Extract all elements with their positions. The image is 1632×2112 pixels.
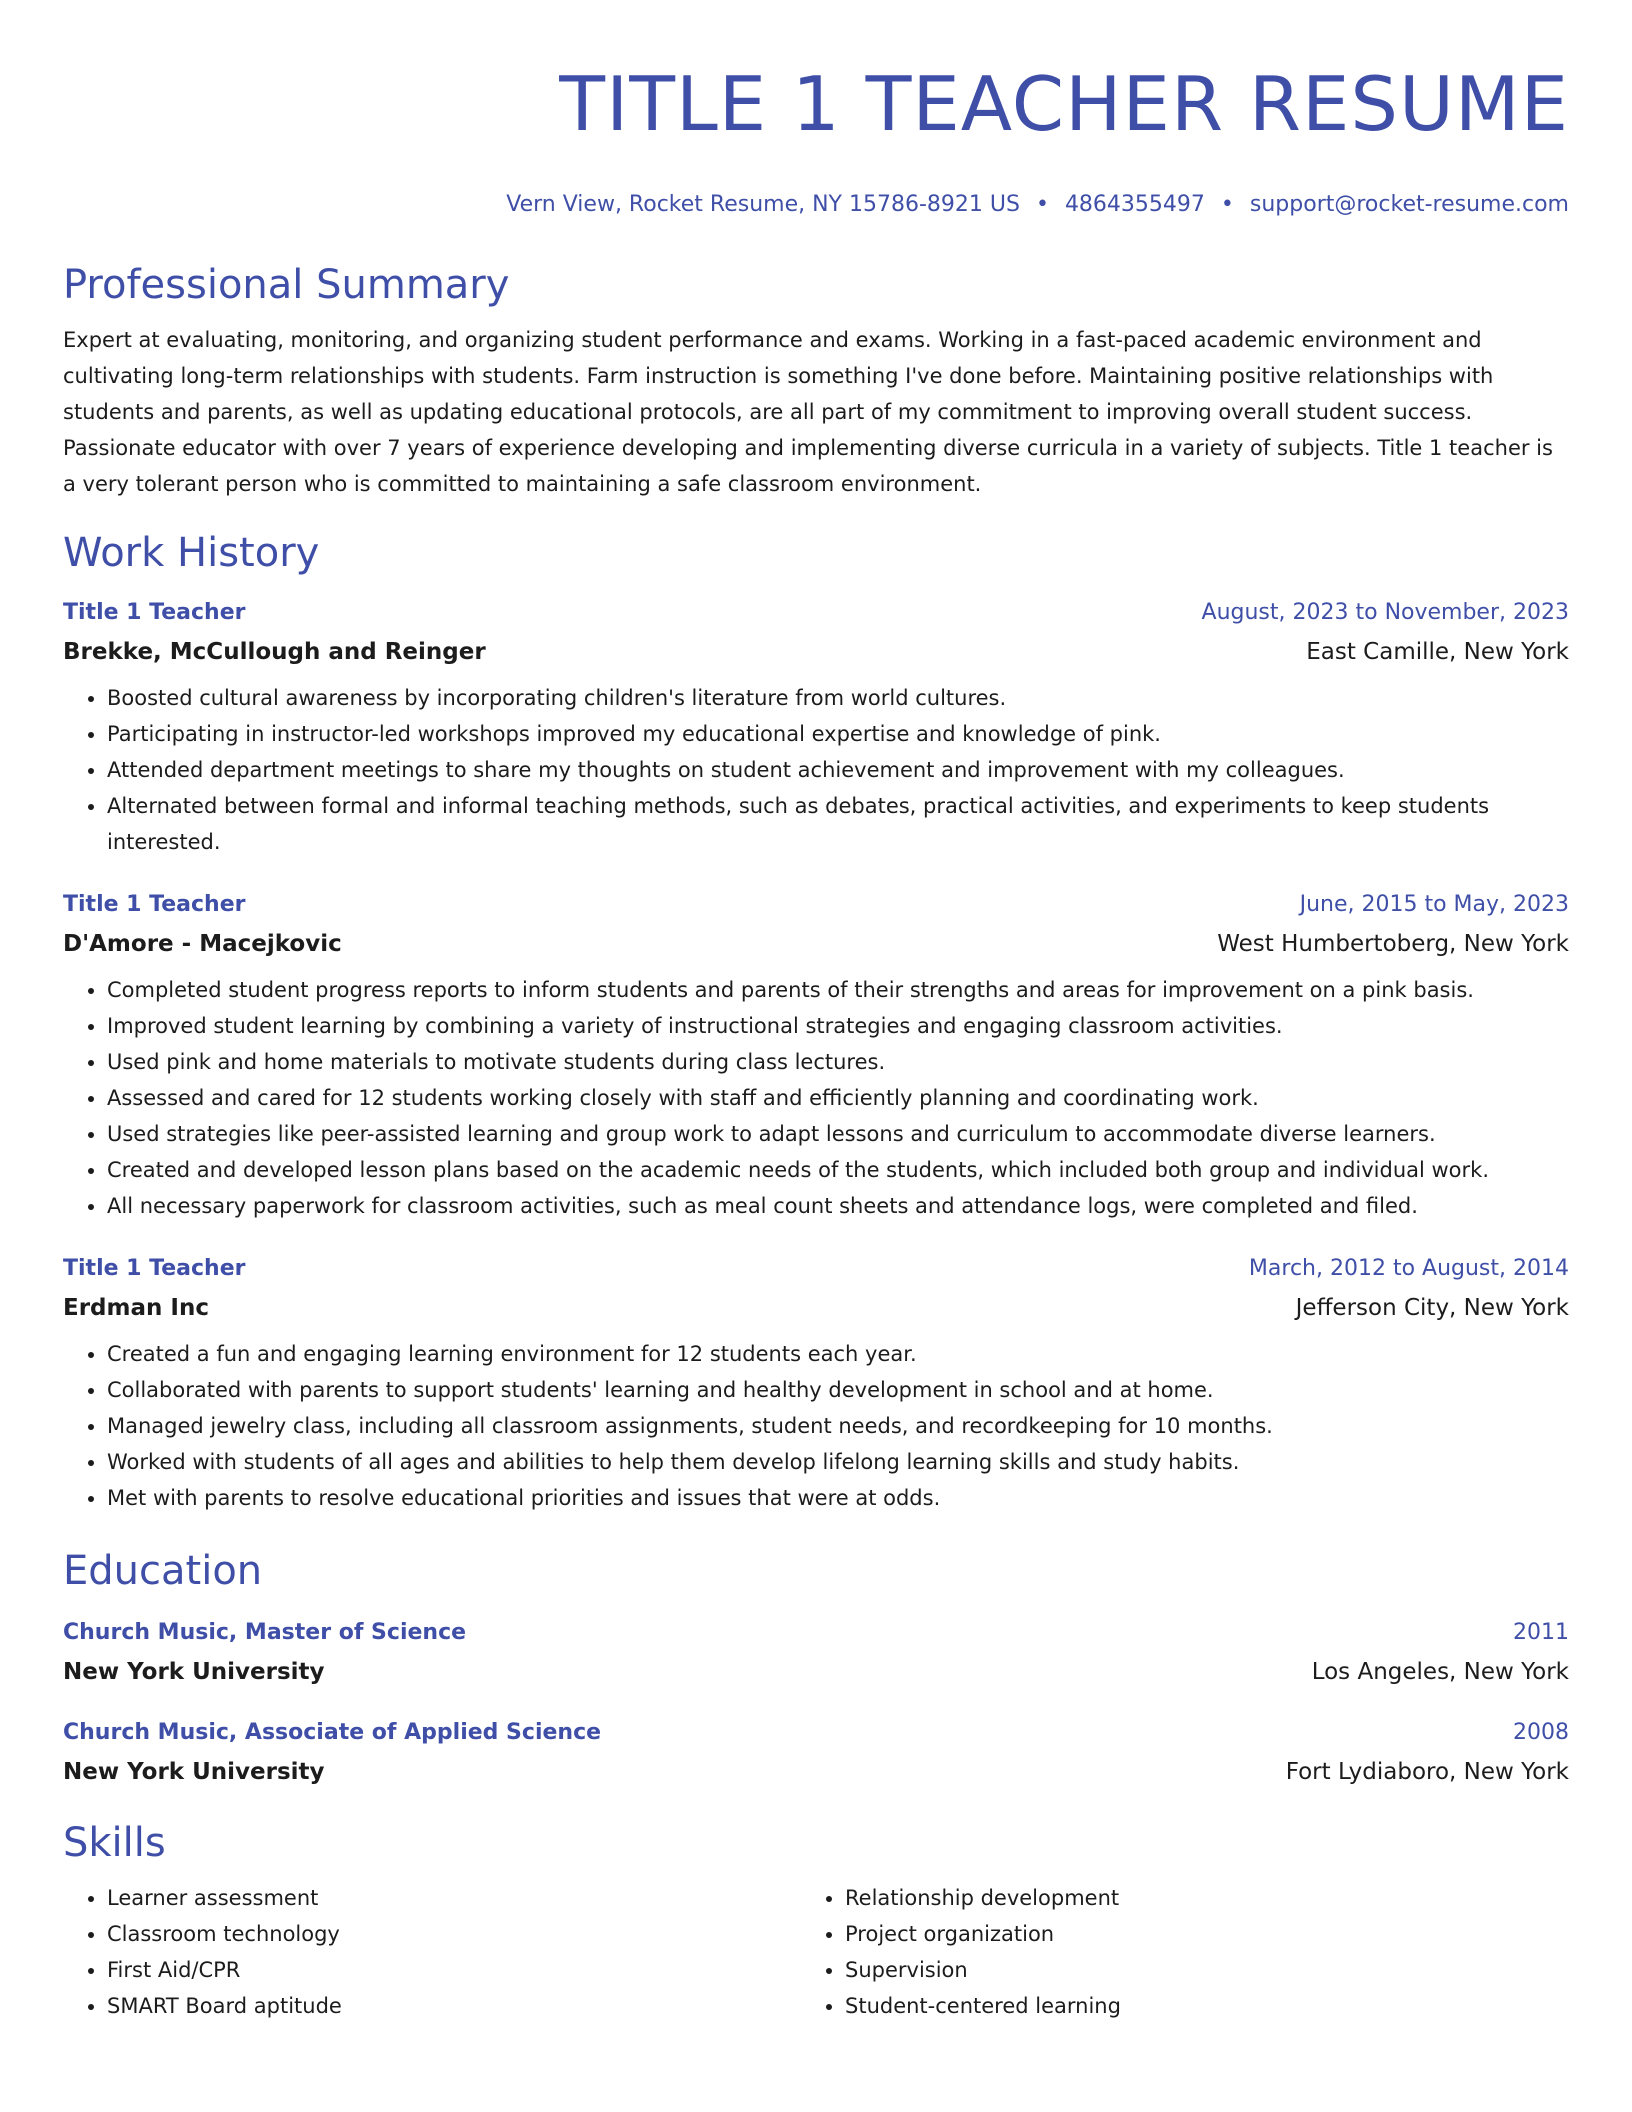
education-entry bbox=[63, 1618, 1569, 1688]
job-bullet-list bbox=[63, 680, 1569, 860]
job-bullet: • Completed student progress reports to inform students and parents of their strengths and areas for improvement on a pink basis. bbox=[107, 972, 1569, 1008]
skill-item: • Classroom technology bbox=[107, 1916, 801, 1952]
skills-grid bbox=[63, 1880, 1569, 2024]
skill-item: • SMART Board aptitude bbox=[107, 1988, 801, 2024]
job-bullet: • Improved student learning by combining a variety of instructional strategies and engaging classroom activities. bbox=[107, 1008, 1569, 1044]
job-bullet: • Participating in instructor-led workshops improved my educational expertise and knowledge of pink. bbox=[107, 716, 1569, 752]
work-entry-subheader bbox=[63, 928, 1569, 960]
job-bullet: • Created a fun and engaging learning environment for 12 students each year. bbox=[107, 1336, 1569, 1372]
work-entry-subheader bbox=[63, 636, 1569, 668]
education-entry-header bbox=[63, 1718, 1569, 1748]
degree-name: Church Music, Master of Science bbox=[63, 1620, 467, 1645]
skill-item: • Student-centered learning bbox=[845, 1988, 1539, 2024]
company-name: Erdman Inc bbox=[63, 1295, 209, 1321]
contact-phone: 4864355497 bbox=[1064, 192, 1205, 217]
job-bullet: • Used pink and home materials to motivate students during class lectures. bbox=[107, 1044, 1569, 1080]
contact-address: Vern View, Rocket Resume, NY 15786-8921 US bbox=[506, 192, 1020, 217]
education-entry-subheader bbox=[63, 1656, 1569, 1688]
school-location: Los Angeles, New York bbox=[1311, 1659, 1569, 1685]
work-entry-header bbox=[63, 598, 1569, 628]
school-name: New York University bbox=[63, 1759, 325, 1785]
job-title: Title 1 Teacher bbox=[63, 600, 246, 625]
contact-separator: • bbox=[1035, 192, 1049, 217]
contact-email[interactable]: support@rocket-resume.com bbox=[1249, 192, 1569, 217]
job-dates: June, 2015 to May, 2023 bbox=[1299, 892, 1569, 917]
skill-item: • Project organization bbox=[845, 1916, 1539, 1952]
skill-item: • Learner assessment bbox=[107, 1880, 801, 1916]
skill-item: • Supervision bbox=[845, 1952, 1539, 1988]
work-entry bbox=[63, 1254, 1569, 1516]
job-bullet-list bbox=[63, 972, 1569, 1224]
job-dates: March, 2012 to August, 2014 bbox=[1248, 1256, 1569, 1281]
section-heading-skills: Skills bbox=[63, 1820, 166, 1866]
job-bullet: • Boosted cultural awareness by incorporating children's literature from world cultures. bbox=[107, 680, 1569, 716]
section-heading-summary: Professional Summary bbox=[63, 262, 510, 308]
education-entry-subheader bbox=[63, 1756, 1569, 1788]
skills-list-left bbox=[63, 1880, 801, 2024]
job-bullet: • Assessed and cared for 12 students working closely with staff and efficiently planning and coordinating work. bbox=[107, 1080, 1569, 1116]
education-entry-header bbox=[63, 1618, 1569, 1648]
job-bullet: • Managed jewelry class, including all classroom assignments, student needs, and recordkeeping for 10 months. bbox=[107, 1408, 1569, 1444]
job-bullet: • Worked with students of all ages and abilities to help them develop lifelong learning skills and study habits. bbox=[107, 1444, 1569, 1480]
contact-line bbox=[63, 190, 1569, 220]
company-name: D'Amore - Macejkovic bbox=[63, 931, 342, 957]
work-entry-header bbox=[63, 890, 1569, 920]
job-location: Jefferson City, New York bbox=[1295, 1295, 1569, 1321]
job-title: Title 1 Teacher bbox=[63, 892, 246, 917]
skill-item: • First Aid/CPR bbox=[107, 1952, 801, 1988]
job-bullet-list bbox=[63, 1336, 1569, 1516]
job-bullet: • Collaborated with parents to support students' learning and healthy development in school and at home. bbox=[107, 1372, 1569, 1408]
section-heading-work-history: Work History bbox=[63, 530, 320, 576]
company-name: Brekke, McCullough and Reinger bbox=[63, 639, 486, 665]
work-entry bbox=[63, 890, 1569, 1224]
job-location: East Camille, New York bbox=[1306, 639, 1569, 665]
contact-separator: • bbox=[1220, 192, 1234, 217]
degree-name: Church Music, Associate of Applied Science bbox=[63, 1720, 602, 1745]
job-title: Title 1 Teacher bbox=[63, 1256, 246, 1281]
job-bullet: • Met with parents to resolve educational priorities and issues that were at odds. bbox=[107, 1480, 1569, 1516]
education-entry bbox=[63, 1718, 1569, 1788]
skills-list-right bbox=[801, 1880, 1539, 2024]
job-bullet: • Created and developed lesson plans based on the academic needs of the students, which included both group and individual work. bbox=[107, 1152, 1569, 1188]
job-dates: August, 2023 to November, 2023 bbox=[1201, 600, 1569, 625]
skill-item: • Relationship development bbox=[845, 1880, 1539, 1916]
graduation-year: 2008 bbox=[1513, 1720, 1569, 1745]
summary-text: Expert at evaluating, monitoring, and organizing student performance and exams. Working in a fast-paced academic environment and cultivating long-term relationships with students. Farm instruction is something I've done before. Maintaining positive relationships with students and parents, as well as updating educational protocols, are all part of my commitment to improving overall student success. Passionate educator with over 7 years of experience developing and implementing diverse curricula in a variety of subjects. Title 1 teacher is a very tolerant person who is committed to maintaining a safe classroom environment. bbox=[63, 328, 1553, 496]
work-entry-subheader bbox=[63, 1292, 1569, 1324]
school-location: Fort Lydiaboro, New York bbox=[1285, 1759, 1569, 1785]
work-entry bbox=[63, 598, 1569, 860]
job-bullet: • Attended department meetings to share my thoughts on student achievement and improvement with my colleagues. bbox=[107, 752, 1569, 788]
job-bullet: • All necessary paperwork for classroom activities, such as meal count sheets and attendance logs, were completed and filed. bbox=[107, 1188, 1569, 1224]
job-bullet: • Alternated between formal and informal teaching methods, such as debates, practical activities, and experiments to keep students interested. bbox=[107, 788, 1569, 860]
section-heading-education: Education bbox=[63, 1548, 263, 1594]
job-location: West Humbertoberg, New York bbox=[1217, 931, 1569, 957]
work-entry-header bbox=[63, 1254, 1569, 1284]
school-name: New York University bbox=[63, 1659, 325, 1685]
graduation-year: 2011 bbox=[1513, 1620, 1569, 1645]
job-bullet: • Used strategies like peer-assisted learning and group work to adapt lessons and curriculum to accommodate diverse learners. bbox=[107, 1116, 1569, 1152]
resume-title: TITLE 1 TEACHER RESUME bbox=[559, 60, 1569, 148]
